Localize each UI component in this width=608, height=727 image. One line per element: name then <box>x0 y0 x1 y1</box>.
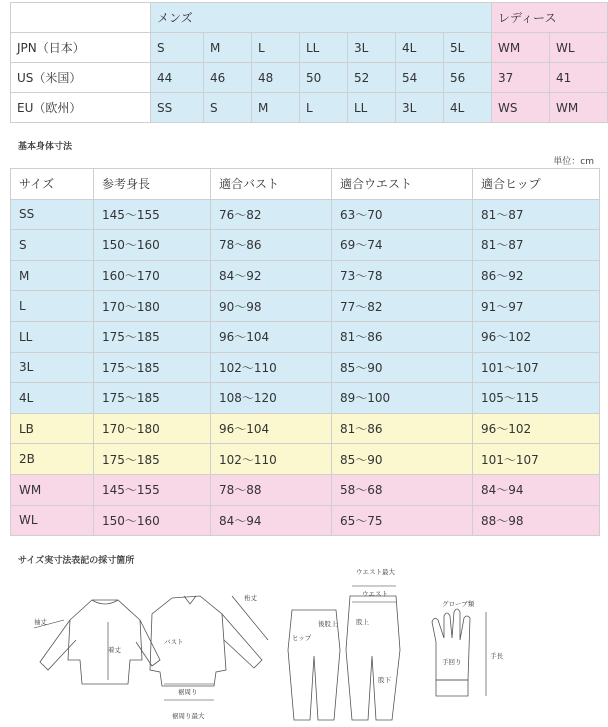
cell: M <box>252 93 300 123</box>
unit-label: 単位：cm <box>553 157 594 167</box>
label-yuki: 裄丈 <box>244 594 257 602</box>
label-hip: ヒップ <box>292 634 312 642</box>
cell: S <box>204 93 252 123</box>
measurement-title: サイズ実寸法表記の採寸箇所 <box>18 556 135 566</box>
body-cell: 170～180 <box>94 413 211 444</box>
body-cell: 58～68 <box>332 474 473 505</box>
body-cell: 160～170 <box>94 260 211 291</box>
body-cell: 69～74 <box>332 230 473 261</box>
glove-drawing <box>432 609 470 696</box>
body-cell: 84～94 <box>211 505 332 536</box>
body-cell: 78～88 <box>211 474 332 505</box>
label-inseam: 股下 <box>378 676 391 684</box>
body-cell: 4L <box>11 383 94 414</box>
body-cell: 101～107 <box>473 444 600 475</box>
row-label: EU（欧州） <box>11 93 151 123</box>
body-cell: 88～98 <box>473 505 600 536</box>
label-gloves: グローブ類 <box>442 600 475 608</box>
cell: 50 <box>300 63 348 93</box>
cell: LL <box>348 93 396 123</box>
body-cell: 73～78 <box>332 260 473 291</box>
body-cell: 3L <box>11 352 94 383</box>
mens-header: メンズ <box>151 3 492 33</box>
body-cell: 150～160 <box>94 230 211 261</box>
header-size: サイズ <box>11 169 94 200</box>
cell: 41 <box>550 63 608 93</box>
body-cell: 84～94 <box>473 474 600 505</box>
cell: L <box>300 93 348 123</box>
label-hem-half: 裾周り <box>178 688 198 696</box>
body-cell: 175～185 <box>94 321 211 352</box>
body-cell: 145～155 <box>94 474 211 505</box>
cell: WL <box>550 33 608 63</box>
body-cell: 77～82 <box>332 291 473 322</box>
body-cell: 76～82 <box>211 199 332 230</box>
label-rise-front: 股上 <box>356 618 369 626</box>
header-height: 参考身長 <box>94 169 211 200</box>
cell: L <box>252 33 300 63</box>
body-cell: 96～102 <box>473 321 600 352</box>
label-bust: バスト <box>164 638 184 646</box>
header-hip: 適合ヒップ <box>473 169 600 200</box>
body-cell: LB <box>11 413 94 444</box>
cell: 52 <box>348 63 396 93</box>
body-cell: 90～98 <box>211 291 332 322</box>
cell: S <box>151 33 204 63</box>
label-hand-girth: 手回り <box>442 658 462 666</box>
body-cell: 81～87 <box>473 199 600 230</box>
cell: 48 <box>252 63 300 93</box>
conversion-row-eu <box>11 93 608 123</box>
cell: 5L <box>444 33 492 63</box>
body-cell: 78～86 <box>211 230 332 261</box>
body-cell: 96～104 <box>211 413 332 444</box>
body-row <box>11 321 600 352</box>
cell: 3L <box>348 33 396 63</box>
cell: 46 <box>204 63 252 93</box>
body-row <box>11 352 600 383</box>
cell: 56 <box>444 63 492 93</box>
body-cell: 81～86 <box>332 413 473 444</box>
row-label: US（米国） <box>11 63 151 93</box>
body-cell: 102～110 <box>211 444 332 475</box>
cell: 4L <box>396 33 444 63</box>
body-header-row <box>11 169 600 200</box>
label-length: 着丈 <box>108 646 121 654</box>
body-cell: 81～87 <box>473 230 600 261</box>
label-hem: 裾周り最大 <box>172 712 205 720</box>
body-cell: 85～90 <box>332 352 473 383</box>
body-row <box>11 230 600 261</box>
cell: 4L <box>444 93 492 123</box>
cell: WM <box>492 33 550 63</box>
label-rise-back: 後股上 <box>318 620 338 628</box>
body-cell: WM <box>11 474 94 505</box>
conversion-corner <box>11 3 151 33</box>
body-row <box>11 474 600 505</box>
conversion-header-row <box>11 3 608 33</box>
body-row <box>11 444 600 475</box>
body-cell: 101～107 <box>473 352 600 383</box>
body-cell: 65～75 <box>332 505 473 536</box>
jacket-front-drawing <box>40 600 160 684</box>
body-cell: 81～86 <box>332 321 473 352</box>
cell: 44 <box>151 63 204 93</box>
body-cell: 84～92 <box>211 260 332 291</box>
pants-drawing <box>288 596 400 720</box>
body-rows <box>11 199 600 536</box>
body-cell: 96～102 <box>473 413 600 444</box>
body-cell: 63～70 <box>332 199 473 230</box>
body-row <box>11 383 600 414</box>
basic-dimensions-title: 基本身体寸法 <box>18 142 73 152</box>
body-row <box>11 291 600 322</box>
body-cell: M <box>11 260 94 291</box>
body-cell: 170～180 <box>94 291 211 322</box>
header-bust: 適合バスト <box>211 169 332 200</box>
cell: WM <box>550 93 608 123</box>
cell: WS <box>492 93 550 123</box>
label-waist-max: ウエスト最大 <box>356 568 395 576</box>
body-cell: 175～185 <box>94 444 211 475</box>
body-cell: 86～92 <box>473 260 600 291</box>
label-sleeve: 袖丈 <box>34 618 47 626</box>
cell: 37 <box>492 63 550 93</box>
cell: 54 <box>396 63 444 93</box>
measurement-illustration <box>0 560 608 727</box>
row-label: JPN（日本） <box>11 33 151 63</box>
ladies-header: レディース <box>492 3 608 33</box>
conversion-row-jpn <box>11 33 608 63</box>
body-cell: 105～115 <box>473 383 600 414</box>
body-cell: 145～155 <box>94 199 211 230</box>
cell: M <box>204 33 252 63</box>
body-row <box>11 413 600 444</box>
body-cell: WL <box>11 505 94 536</box>
body-row <box>11 505 600 536</box>
body-cell: 96～104 <box>211 321 332 352</box>
body-cell: 2B <box>11 444 94 475</box>
body-cell: SS <box>11 199 94 230</box>
body-cell: 102～110 <box>211 352 332 383</box>
cell: LL <box>300 33 348 63</box>
body-dimensions-table <box>10 168 600 536</box>
cell: 3L <box>396 93 444 123</box>
body-cell: 89～100 <box>332 383 473 414</box>
size-conversion-table <box>10 2 608 123</box>
cell: SS <box>151 93 204 123</box>
body-cell: 175～185 <box>94 383 211 414</box>
body-row <box>11 199 600 230</box>
conversion-row-us <box>11 63 608 93</box>
body-cell: 108～120 <box>211 383 332 414</box>
body-cell: S <box>11 230 94 261</box>
body-cell: 85～90 <box>332 444 473 475</box>
header-waist: 適合ウエスト <box>332 169 473 200</box>
label-hand-length: 手長 <box>490 652 503 660</box>
body-cell: L <box>11 291 94 322</box>
body-cell: LL <box>11 321 94 352</box>
body-cell: 175～185 <box>94 352 211 383</box>
body-row <box>11 260 600 291</box>
body-cell: 91～97 <box>473 291 600 322</box>
body-cell: 150～160 <box>94 505 211 536</box>
label-waist: ウエスト <box>362 590 388 598</box>
